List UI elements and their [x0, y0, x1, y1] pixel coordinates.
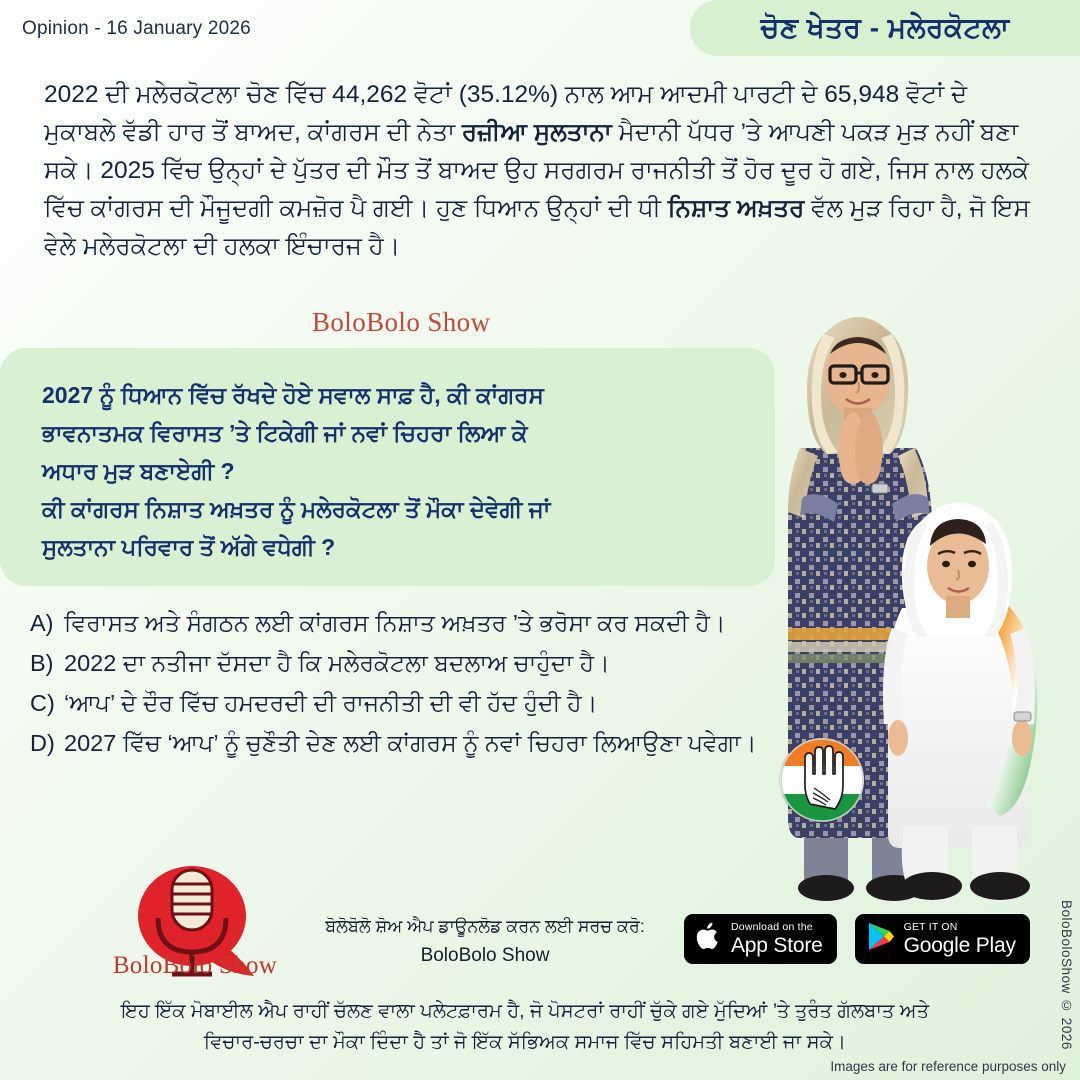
platform-disclaimer-line-1: ਇਹ ਇੱਕ ਮੋਬਾਈਲ ਐਪ ਰਾਹੀਂ ਚੱਲਣ ਵਾਲਾ ਪਲੇਟਫ਼ਾਰਮ ਹੈ, ਜੋ ਪੋਸਟਰਾਂ ਰਾਹੀਂ ਚੁੱਕੇ ਗਏ ਮੁੱਦਿਆਂ ’ਤੇ ਤੁਰੰਤ ਗੱਲਬਾਤ ਅਤੇ [120, 1000, 930, 1022]
option-c-letter: C) [30, 690, 55, 716]
congress-party-hand-logo [780, 738, 864, 822]
option-b-letter: B) [30, 650, 54, 676]
download-instructions-app-name: BoloBolo Show [420, 945, 550, 966]
download-instructions-punjabi: ਬੋਲੋਬੋਲੋ ਸ਼ੋਅ ਐਪ ਡਾਊਨਲੋਡ ਕਰਨ ਲਈ ਸਰਚ ਕਰੋ: [325, 916, 645, 936]
option-d-text: 2027 ਵਿੱਚ ‘ਆਪ’ ਨੂੰ ਚੁਣੌਤੀ ਦੇਣ ਲਈ ਕਾਂਗਰਸ ਨੂੰ ਨਵਾਂ ਚਿਹਰਾ ਲਿਆਉਣਾ ਪਵੇਗਾ। [64, 730, 757, 756]
opinion-date-label: Opinion - 16 January 2026 [22, 18, 251, 39]
store-badges [684, 914, 1030, 964]
option-b[interactable] [30, 644, 770, 682]
watermark-text: BoloBolo Show [312, 307, 491, 337]
question-line-1: 2027 ਨੂੰ ਧਿਆਨ ਵਿੱਚ ਰੱਖਦੇ ਹੋਏ ਸਵਾਲ ਸਾਫ਼ ਹੈ, ਕੀ ਕਾਂਗਰਸ [42, 382, 544, 408]
article-part2: ਮੈਦਾਨੀ ਪੱਧਰ ’ਤੇ ਆਪਣੀ ਪਕੜ ਮੁੜ ਨਹੀਂ ਬਣਾ ਸਕੇ। 2025 ਵਿੱਚ ਉਨ੍ਹਾਂ ਦੇ ਪੁੱਤਰ ਦੀ ਮੌਤ ਤੋਂ ਬਾਅਦ ਉਹ ਸਰਗਰਮ ਰਾਜਨੀਤੀ ਤੋਂ ਹੋਰ ਦੂਰ ਹੋ ਗਏ, ਜਿਸ ਨਾਲ ਹਲਕੇ ਵਿੱਚ ਕਾਂਗਰਸ ਦੀ ਮੌਜੂਦਗੀ ਕਮਜ਼ੋਰ ਪੈ ਗਈ। ਹੁਣ ਧਿਆਨ ਉਨ੍ਹਾਂ ਦੀ ਧੀ [44, 119, 1029, 222]
question-line-5: ਸੁਲਤਾਨਾ ਪਰਿਵਾਰ ਤੋਂ ਅੱਗੇ ਵਧੇਗੀ ? [42, 534, 336, 560]
page-header [0, 0, 1080, 62]
article-bold-name-2: ਨਿਸ਼ਾਤ ਅਖ਼ਤਰ [667, 195, 805, 222]
question-line-4: ਕੀ ਕਾਂਗਰਸ ਨਿਸ਼ਾਤ ਅਖ਼ਤਰ ਨੂੰ ਮਲੇਰਕੋਟਲਾ ਤੋਂ ਮੌਕਾ ਦੇਵੇਗੀ ਜਾਂ [42, 496, 551, 522]
option-c-text: ‘ਆਪ’ ਦੇ ਦੌਰ ਵਿੱਚ ਹਮਦਰਦੀ ਦੀ ਰਾਜਨੀਤੀ ਦੀ ਵੀ ਹੱਦ ਹੁੰਦੀ ਹੈ। [64, 690, 598, 716]
app-store-badge-small-label: Download on the [731, 921, 813, 934]
bolobolo-show-logo-text: BoloBolo Show [112, 952, 278, 979]
app-store-badge[interactable] [684, 914, 837, 964]
google-play-badge[interactable] [855, 914, 1030, 964]
download-instructions [295, 912, 675, 970]
options-list [30, 604, 770, 764]
option-a[interactable] [30, 604, 770, 642]
google-play-badge-label: Google Play [903, 933, 1016, 957]
apple-icon [696, 921, 722, 957]
question-line-2: ਭਾਵਨਾਤਮਕ ਵਿਰਾਸਤ ’ਤੇ ਟਿਕੇਗੀ ਜਾਂ ਨਵਾਂ ਚਿਹਰਾ ਲਿਆ ਕੇ [42, 420, 528, 446]
google-play-icon [867, 921, 895, 957]
google-play-badge-small-label: GET IT ON [903, 921, 958, 934]
reference-note-label: Images are for reference purposes only [830, 1059, 1066, 1074]
question-line-3: ਅਧਾਰ ਮੁੜ ਬਣਾਏਗੀ ? [42, 458, 235, 484]
option-a-letter: A) [30, 610, 54, 636]
question-box [0, 348, 775, 586]
platform-disclaimer-line-2: ਵਿਚਾਰ-ਚਰਚਾ ਦਾ ਮੌਕਾ ਦਿੰਦਾ ਹੈ ਤਾਂ ਜੋ ਇੱਕ ਸੱਭਿਅਕ ਸਮਾਜ ਵਿੱਚ ਸਹਿਮਤੀ ਬਣਾਈ ਜਾ ਸਕੇ। [203, 1031, 847, 1053]
article-part1: 2022 ਦੀ ਮਲੇਰਕੋਟਲਾ ਚੋਣ ਵਿੱਚ 44,262 ਵੋਟਾਂ (35.12%) ਨਾਲ ਆਮ ਆਦਮੀ ਪਾਰਟੀ ਦੇ 65,948 ਵੋਟਾਂ ਦੇ ਮੁਕਾਬਲੇ ਵੱਡੀ ਹਾਰ ਤੋਂ ਬਾਅਦ, ਕਾਂਗਰਸ ਦੀ ਨੇਤਾ [44, 81, 968, 146]
copyright-label: BoloBoloShow © 2026 [1059, 900, 1074, 1050]
option-b-text: 2022 ਦਾ ਨਤੀਜਾ ਦੱਸਦਾ ਹੈ ਕਿ ਮਲੇਰਕੋਟਲਾ ਬਦਲਾਅ ਚਾਹੁੰਦਾ ਹੈ। [64, 650, 610, 676]
option-d[interactable] [30, 724, 770, 762]
platform-disclaimer [40, 996, 1010, 1058]
article-bold-name-1: ਰਜ਼ੀਆ ਸੁਲਤਾਨਾ [461, 119, 612, 146]
option-c[interactable] [30, 684, 770, 722]
app-store-badge-label: App Store [731, 933, 823, 957]
option-a-text: ਵਿਰਾਸਤ ਅਤੇ ਸੰਗਠਨ ਲਈ ਕਾਂਗਰਸ ਨਿਸ਼ਾਤ ਅਖ਼ਤਰ ’ਤੇ ਭਰੋਸਾ ਕਰ ਸਕਦੀ ਹੈ। [64, 610, 726, 636]
article-part3: ਵੱਲ ਮੁੜ ਰਿਹਾ ਹੈ, ਜੋ ਇਸ ਵੇਲੇ ਮਲੇਰਕੋਟਲਾ ਦੀ ਹਲਕਾ ਇੰਚਾਰਜ ਹੈ। [44, 195, 1030, 260]
article-paragraph [44, 76, 1044, 266]
constituency-badge [690, 0, 1080, 56]
constituency-badge-label: ਚੋਣ ਖੇਤਰ - ਮਲੇਰਕੋਟਲਾ [760, 11, 1010, 43]
option-d-letter: D) [30, 730, 55, 756]
